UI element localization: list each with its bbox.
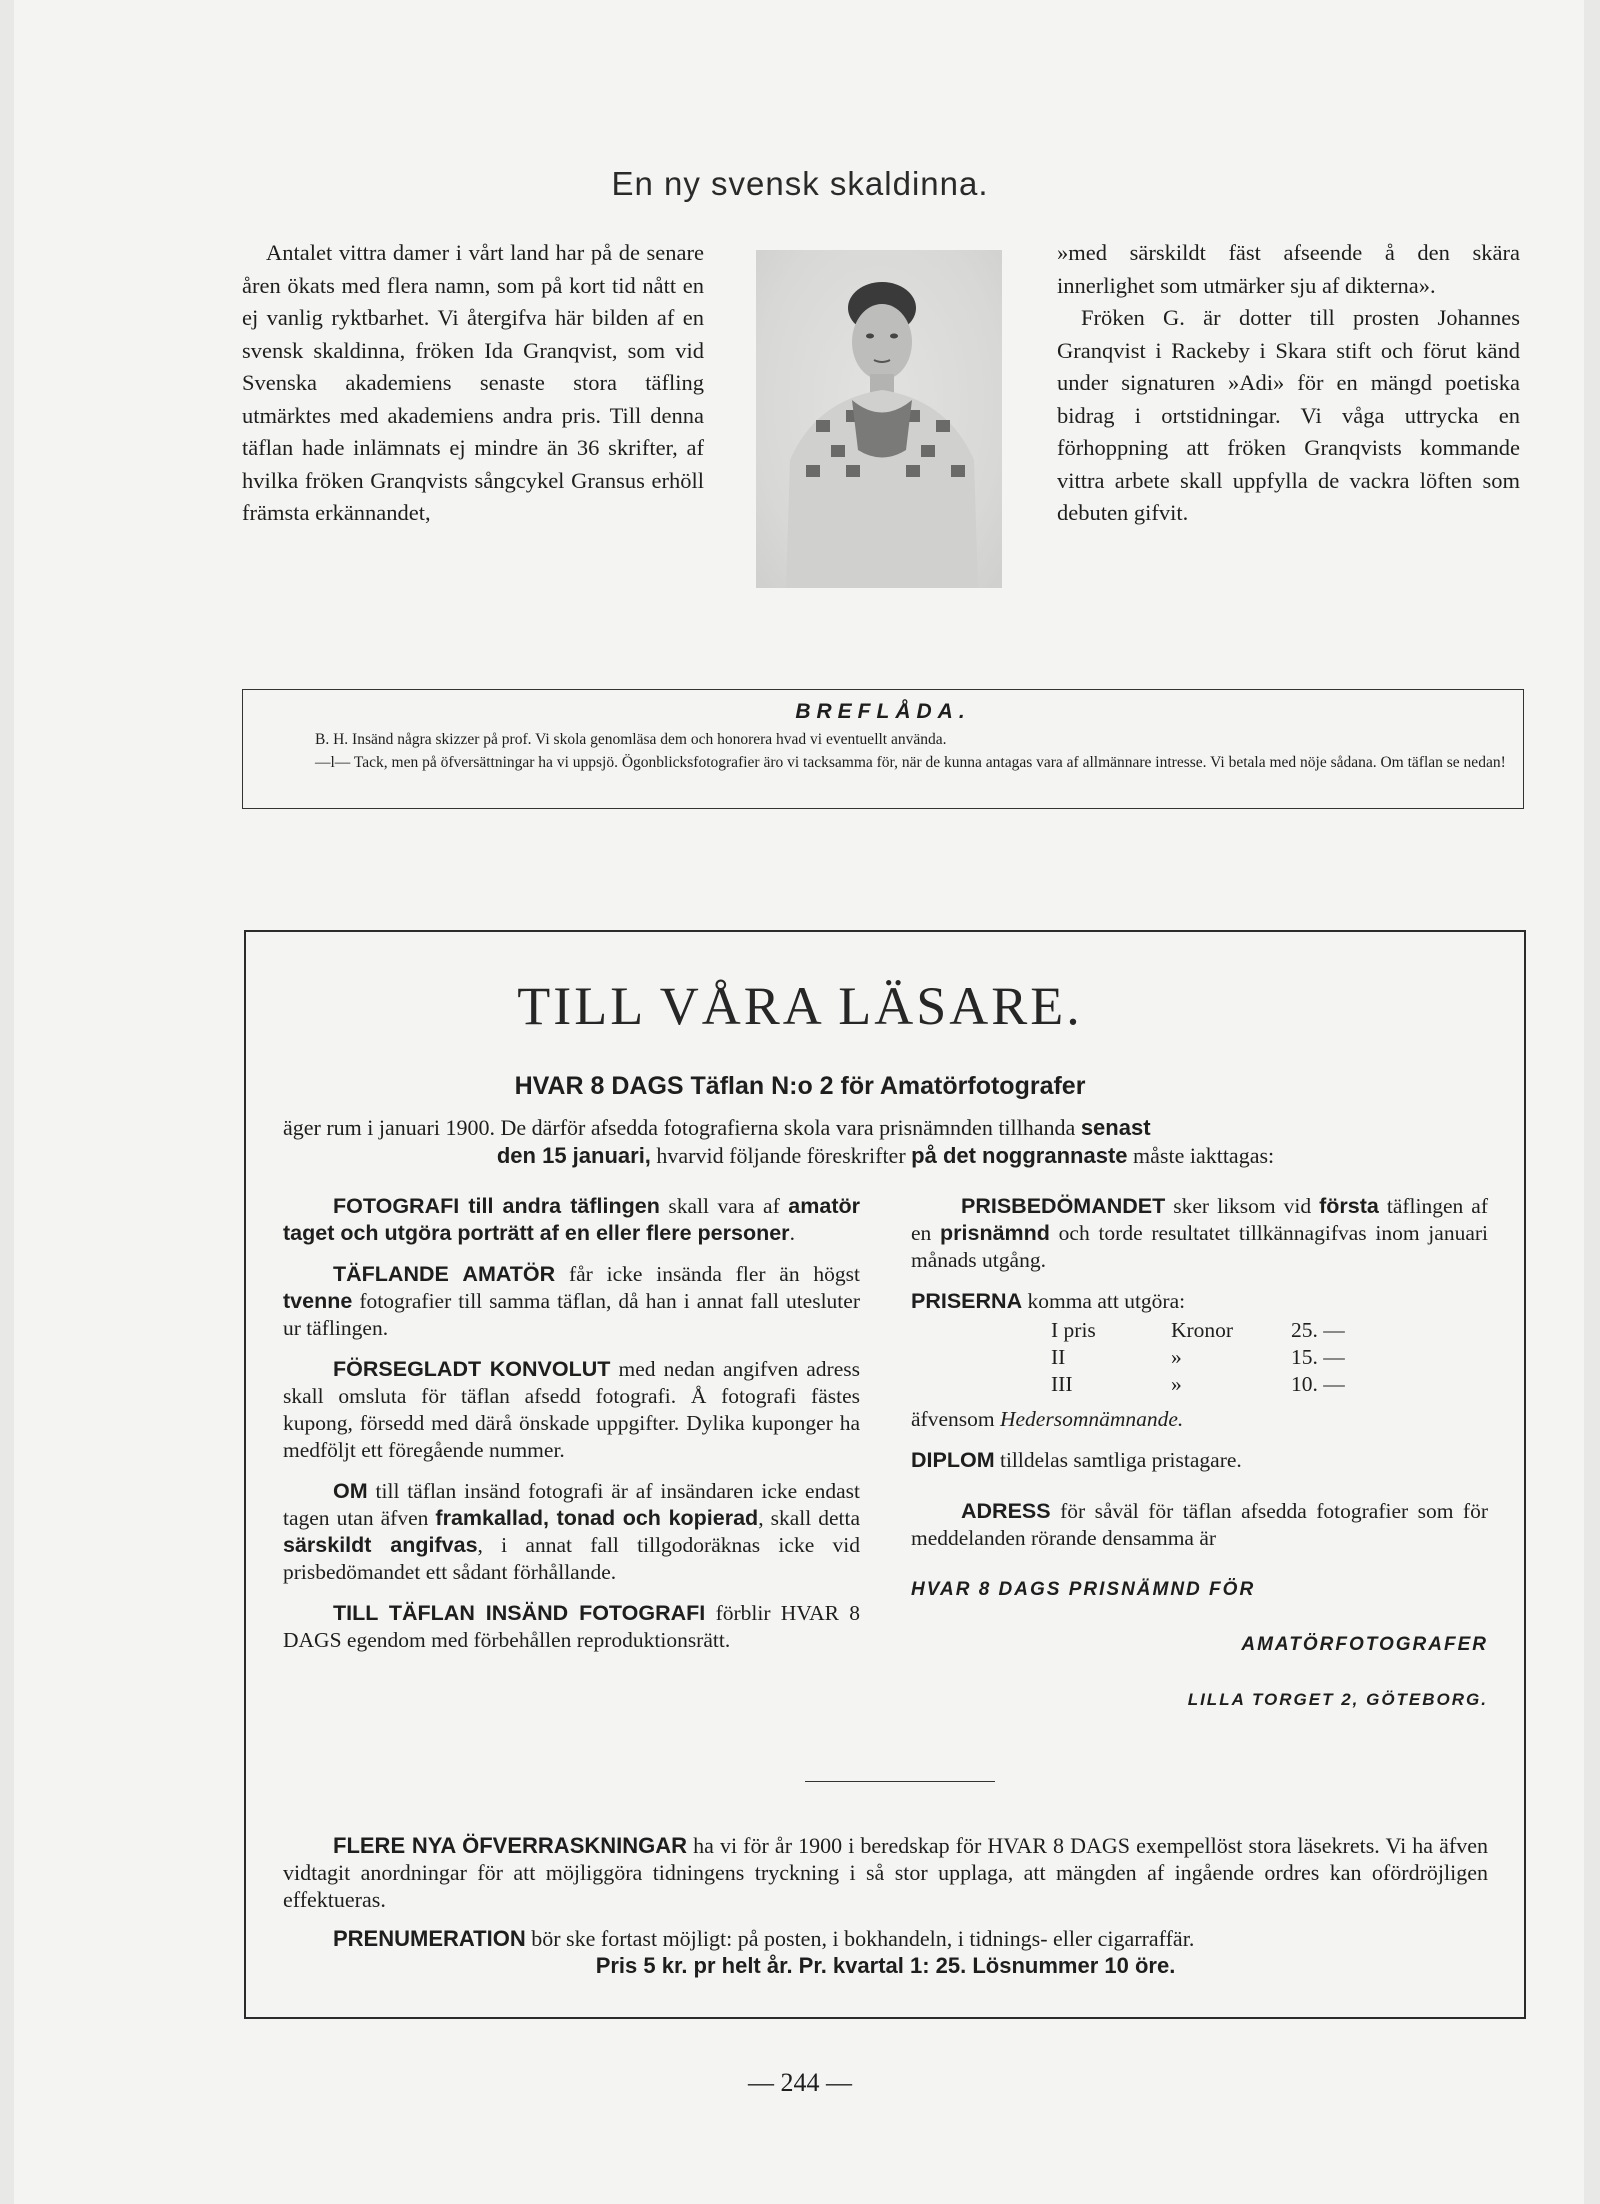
portrait-illustration [756,250,1002,588]
intro-bold: senast [1080,1115,1151,1140]
article-right-column [1057,237,1520,530]
announcement-prenumeration: PRENUMERATION bör ske fortast möjligt: på posten, i bokhandeln, i tidnings- eller cigarraffär. [333,1926,1195,1951]
price-line: Pris 5 kr. pr helt år. Pr. kvartal 1: 25. Lösnummer 10 öre. [595,1953,1176,1978]
competition-heading: HVAR 8 DAGS Täflan N:o 2 för Amatörfotografer [514,1072,1086,1100]
rule-prisbedomandet: PRISBEDÖMANDET sker liksom vid första täflingen af en prisnämnd och torde resultatet tillkännagifvas inom januari månads utgång. [911,1194,1488,1272]
intro-bold: på det noggrannaste [911,1143,1128,1168]
rule-afvensom: äfvensom Hedersomnämnande. [911,1407,1184,1431]
rule-adress: ADRESS för såväl för täflan afsedda fotografier som för meddelanden rörande densamma är [911,1499,1488,1550]
brevlada-entry: —l— Tack, men på öfversättningar ha vi uppsjö. Ögonblicksfotografier äro vi tacksamma för, när de kunna antagas vara af allmännare intresse. Vi betala med nöje sådana. Om täflan se nedan! [315,754,1506,771]
intro-text: hvarvid följande föreskrifter [650,1143,912,1168]
article-paragraph: Antalet vittra damer i vårt land har på de senare åren ökats med flera namn, som på kort tid nått en ej vanlig ryktbarhet. Vi återgifva här bilden af en svensk skaldinna, fröken Ida Granqvist, som vid Svenska akademiens senaste stora täfling utmärktes med akademiens andra pris. Till denna täflan hade inlämnats ej mindre än 36 skrifter, af hvilka fröken Granqvists sångcykel Gransus erhöll främsta erkännandet, [242,240,704,525]
notice-title: TILL VÅRA LÄSARE. [517,976,1083,1036]
address-line: AMATÖRFOTOGRAFER [1241,1634,1488,1655]
rule-fotografi: FOTOGRAFI till andra täflingen skall vara af amatör taget och utgöra porträtt af en eller flere personer. [283,1194,860,1245]
prize-table [1051,1317,1361,1398]
address-line: HVAR 8 DAGS PRISNÄMND FÖR [911,1579,1256,1600]
rule-om: OM till täflan insänd fotografi är af insändaren icke endast tagen utan äfven framkallad, tonad och kopierad, skall detta särskildt angifvas, i annat fall tillgodoräknas icke vid prisbedömandet ett sådant förhållande. [283,1479,861,1584]
rules-right-column [911,1193,1488,1713]
rules-left-column [283,1193,860,1668]
address-line: LILLA TORGET 2, GÖTEBORG. [1187,1690,1488,1709]
prize-row: III » 10. — [1051,1372,1345,1396]
intro-text: måste iakttagas: [1127,1143,1275,1168]
rule-priserna: PRISERNA komma att utgöra: [911,1289,1186,1313]
rule-till-taflan: TILL TÄFLAN INSÄND FOTOGRAFI förblir HVAR 8 DAGS egendom med förbehållen reproduktionsrätt. [283,1601,860,1652]
portrait-photo [756,250,1002,588]
divider [805,1781,995,1782]
rule-konvolut: FÖRSEGLADT KONVOLUT med nedan angifven adress skall omsluta för täflan afsedd fotografi. Å fotografi fästes kupong, försedd med därå önskade uppgifter. Dylika kuponger ha medföljt ett föregående nummer. [283,1357,860,1462]
rule-taflande-amator: TÄFLANDE AMATÖR får icke insända fler än högst tvenne fotografier till samma täflan, då han i annat fall utesluter ur täflingen. [283,1262,860,1340]
article-title: En ny svensk skaldinna. [611,165,989,202]
brevlada-entry: B. H. Insänd några skizzer på prof. Vi skola genomläsa dem och honorera hvad vi eventuellt använda. [315,731,947,748]
announcements [283,1832,1488,1979]
intro-text: äger rum i januari 1900. De därför afsedda fotografierna skola vara prisnämnden tillhanda [283,1115,1076,1140]
brevlada-box [242,689,1524,809]
prize-row: I pris Kronor 25. — [1051,1318,1345,1342]
announcement-flere: FLERE NYA ÖFVERRASKNINGAR ha vi för år 1900 i beredskap för HVAR 8 DAGS exempellöst stora läsekrets. Vi ha äfven vidtagit anordningar för att möjliggöra tidningens tryckning i så stor upplaga, att mängden af ingående ordres kan ofördröjligen effektueras. [283,1833,1488,1912]
brevlada-text [255,728,1511,774]
article-paragraph: »med särskildt fäst afseende å den skära innerlighet som utmärker sju af dikterna». [1057,240,1520,298]
competition-intro [283,1114,1488,1170]
article-left-column [242,237,704,530]
brevlada-heading: BREFLÅDA. [795,700,971,723]
page-number: — 244 — [748,2068,852,2097]
intro-bold: den 15 januari, [496,1143,651,1168]
rule-diplom: DIPLOM tilldelas samtliga pristagare. [911,1448,1242,1472]
prize-row: II » 15. — [1051,1345,1345,1369]
article-paragraph: Fröken G. är dotter till prosten Johannes Granqvist i Rackeby i Skara stift och förut känd under signaturen »Adi» för en mängd poetiska bidrag i ortstidningar. Vi våga uttrycka en förhoppning att fröken Granqvists kommande vittra arbete skall uppfylla de vackra löften som debuten gifvit. [1057,305,1520,525]
